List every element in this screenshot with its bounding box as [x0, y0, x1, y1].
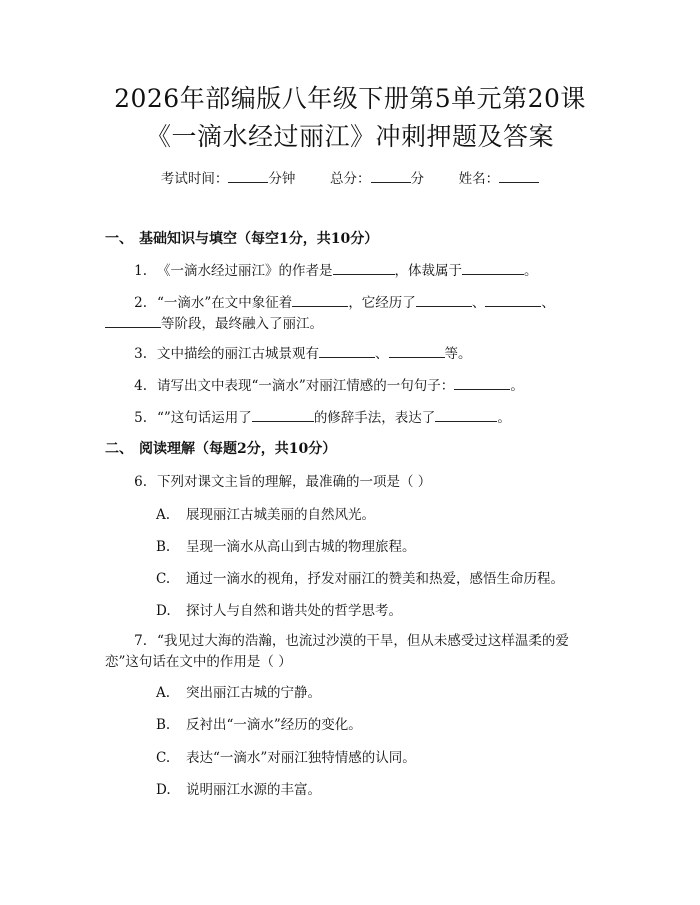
answer-blank — [416, 293, 472, 307]
question-text: ，体裁属于 — [394, 263, 462, 279]
option-label: D. — [156, 782, 171, 798]
question-text: 的修辞手法，表达了 — [313, 410, 436, 426]
exam-time-label: 考试时间： — [160, 171, 229, 187]
question-text: “一滴水”在文中象征着 — [157, 295, 293, 311]
question-6-option-b — [156, 538, 416, 556]
question-number: 3. — [134, 346, 147, 362]
answer-blank — [485, 293, 541, 307]
question-7-option-c — [156, 749, 416, 767]
option-label: B. — [156, 717, 171, 733]
answer-blank — [292, 293, 348, 307]
question-6-option-c — [156, 570, 564, 588]
exam-time-unit: 分钟 — [268, 171, 296, 187]
score-unit: 分 — [410, 171, 424, 187]
question-text: 文中描绘的丽江古城景观有 — [157, 346, 319, 362]
question-text: 。 — [510, 378, 524, 394]
question-1 — [105, 261, 585, 282]
question-text: 恋”这句话在文中的作用是（ ） — [105, 654, 292, 670]
question-number: 2. — [134, 295, 147, 311]
answer-blank — [389, 344, 445, 358]
page-title-line1: 2026年部编版八年级下册第5单元第20课 — [114, 84, 586, 113]
option-label: A. — [156, 685, 171, 701]
question-5 — [105, 408, 585, 429]
question-number: 1. — [134, 263, 147, 279]
option-label: D. — [156, 603, 171, 619]
page-title-line2: 《一滴水经过丽江》冲刺押题及答案 — [145, 122, 554, 151]
question-4 — [105, 376, 585, 397]
score-label: 总分： — [330, 171, 371, 187]
option-text: 展现丽江古城美丽的自然风光。 — [186, 507, 375, 523]
option-label: B. — [156, 539, 171, 555]
exam-meta — [0, 169, 700, 188]
option-text: 说明丽江水源的丰富。 — [186, 782, 321, 798]
question-text: “”这句话运用了 — [157, 410, 252, 426]
question-7-option-d — [156, 781, 321, 799]
answer-blank — [435, 408, 497, 422]
question-text: 《一滴水经过丽江》的作者是 — [157, 263, 333, 279]
section-2-number: 二、 — [105, 441, 133, 457]
question-text: 。 — [524, 263, 538, 279]
section-1-heading — [105, 230, 378, 248]
question-text: 等。 — [444, 346, 472, 362]
question-2 — [105, 293, 585, 335]
name-label: 姓名： — [458, 171, 500, 187]
option-text: 突出丽江古城的宁静。 — [186, 685, 321, 701]
question-text: 、 — [375, 346, 389, 362]
option-label: C. — [156, 750, 171, 766]
question-text: “我见过大海的浩瀚，也流过沙漠的干旱，但从未感受过这样温柔的爱 — [157, 633, 569, 649]
option-text: 表达“一滴水”对丽江独特情感的认同。 — [186, 750, 416, 766]
question-text: 请写出文中表现“一滴水”对丽江情感的一句句子： — [157, 378, 455, 394]
exam-time-blank — [228, 169, 268, 183]
question-3 — [105, 344, 585, 365]
option-text: 反衬出“一滴水”经历的变化。 — [186, 717, 362, 733]
section-2-title: 阅读理解（每题2分，共10分） — [139, 441, 337, 457]
question-text: 、 — [541, 295, 555, 311]
option-label: A. — [156, 507, 171, 523]
question-text: ，它经历了 — [348, 295, 416, 311]
option-label: C. — [156, 571, 171, 587]
question-number: 7. — [134, 633, 147, 649]
question-6-option-a — [156, 506, 375, 524]
name-blank — [499, 169, 539, 183]
answer-blank — [333, 261, 395, 275]
answer-blank — [462, 261, 524, 275]
answer-blank — [105, 314, 161, 328]
question-text: 等阶段，最终融入了丽江。 — [161, 316, 323, 332]
option-text: 探讨人与自然和谐共处的哲学思考。 — [186, 603, 402, 619]
question-text: 、 — [471, 295, 486, 311]
question-text: 下列对课文主旨的理解，最准确的一项是（ ） — [157, 474, 432, 490]
question-number: 6. — [134, 474, 147, 490]
score-blank — [371, 169, 411, 183]
question-6 — [105, 472, 585, 493]
answer-blank — [454, 376, 510, 390]
section-1-title: 基础知识与填空（每空1分，共10分） — [139, 231, 379, 247]
question-7-option-a — [156, 684, 321, 702]
question-number: 5. — [134, 410, 147, 426]
question-7 — [105, 631, 585, 673]
option-text: 呈现一滴水从高山到古城的物理旅程。 — [186, 539, 416, 555]
question-number: 4. — [134, 378, 147, 394]
answer-blank — [252, 408, 314, 422]
question-text: 。 — [497, 410, 511, 426]
answer-blank — [319, 344, 375, 358]
question-6-option-d — [156, 602, 402, 620]
section-2-heading — [105, 440, 336, 458]
option-text: 通过一滴水的视角，抒发对丽江的赞美和热爱，感悟生命历程。 — [186, 571, 564, 587]
section-1-number: 一、 — [105, 231, 133, 247]
question-7-option-b — [156, 716, 362, 734]
